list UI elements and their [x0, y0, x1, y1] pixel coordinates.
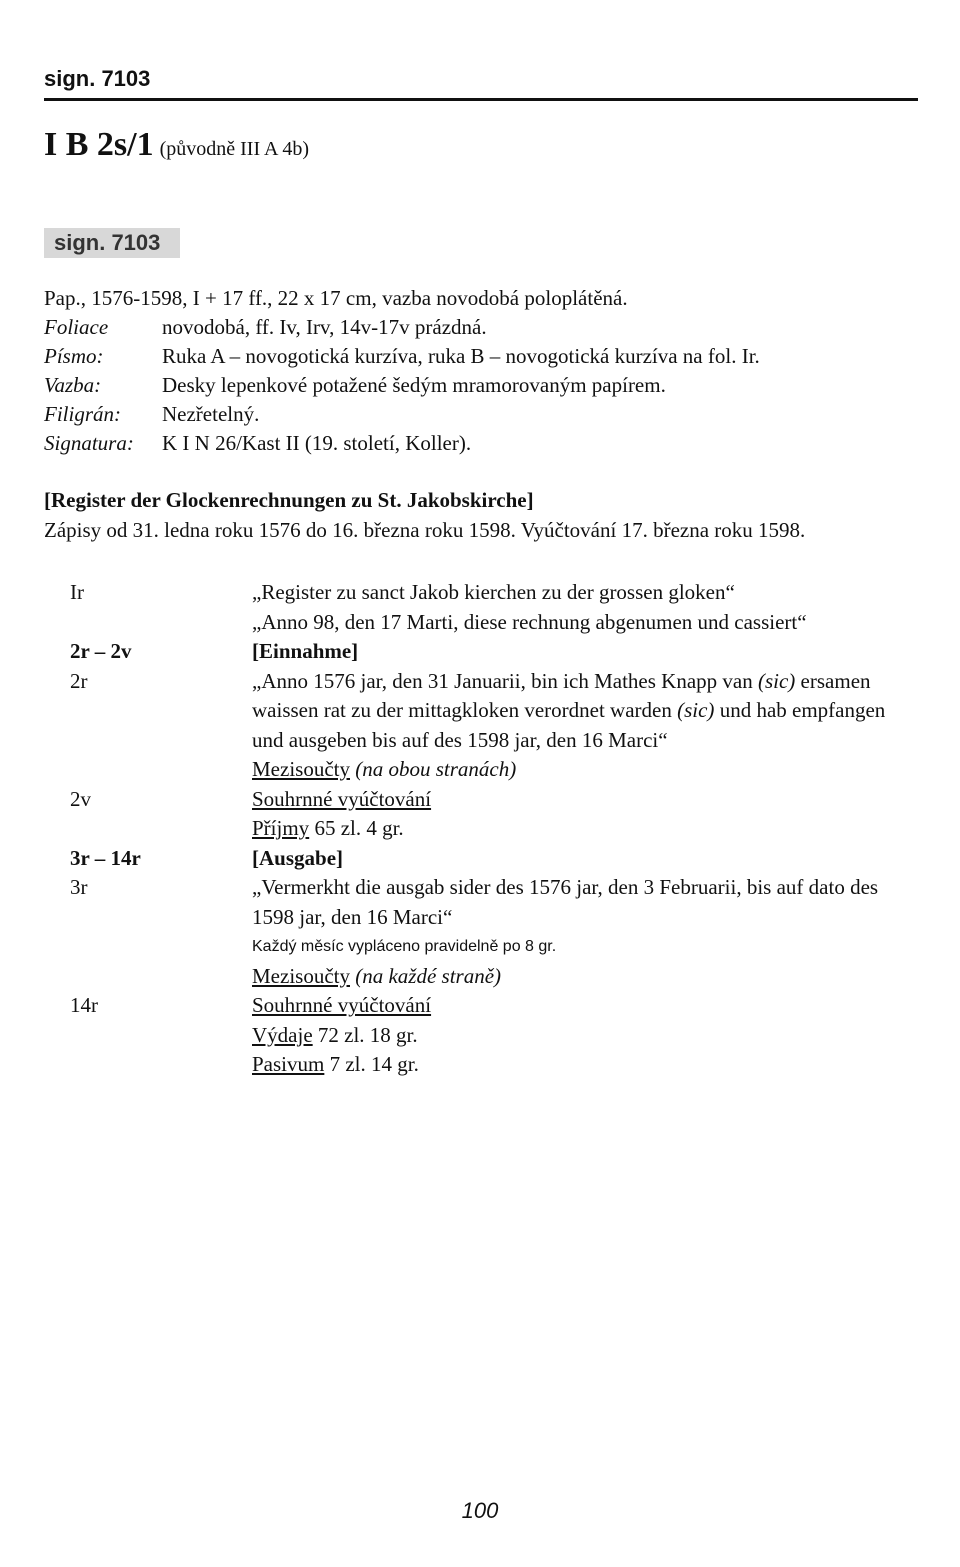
summary-heading: Souhrnné vyúčtování: [252, 786, 432, 811]
register-summary: Zápisy od 31. ledna roku 1576 do 16. března roku 1598. Vyúčtování 17. března roku 1598.: [44, 518, 806, 542]
income-line: Příjmy 65 zl. 4 gr.: [252, 816, 404, 840]
content-row: [70, 873, 930, 991]
content-row: [70, 785, 930, 844]
page-number: 100: [461, 1498, 499, 1523]
section-heading: [Einnahme]: [252, 639, 359, 663]
folio-label: 2r – 2v: [70, 639, 132, 663]
content-row: [70, 844, 930, 874]
register-title: [Register der Glockenrechnungen zu St. Jakobskirche]: [44, 488, 534, 512]
subtotal-line: Mezisoučty (na obou stranách): [252, 757, 517, 781]
summary-heading: Souhrnné vyúčtování: [252, 993, 432, 1017]
header-rule: [44, 98, 918, 101]
liability-line: Pasivum 7 zl. 14 gr.: [252, 1052, 419, 1076]
content-row: [70, 637, 930, 667]
header-signature: sign. 7103: [44, 66, 151, 91]
description-field: Vazba: Desky lepenkové potažené šedým mramorovaným papírem.: [44, 373, 666, 397]
description-field: Písmo: Ruka A – novogotická kurzíva, ruka B – novogotická kurzíva na fol. Ir.: [44, 344, 760, 368]
content-table: [70, 578, 930, 1080]
entry-text: „Anno 1576 jar, den 31 Januarii, bin ich Mathes Knapp van (sic) ersamen waissen rat zu der mittagkloken verordnet warden (sic) und hab empfangen und ausgeben bis auf des 1598 jar, den 16 Marci“: [252, 668, 886, 752]
description-field: Signatura: K I N 26/Kast II (19. století, Koller).: [44, 431, 472, 455]
entry-text: „Register zu sanct Jakob kierchen zu der grossen gloken“: [252, 580, 735, 604]
subtotal-line: Mezisoučty (na každé straně): [252, 963, 502, 988]
folio-label: 3r – 14r: [70, 845, 141, 870]
shelf-mark-original: (původně III A 4b): [159, 138, 310, 160]
folio-label: Ir: [70, 580, 84, 604]
description-field: Foliace novodobá, ff. Iv, Irv, 14v-17v prázdná.: [44, 315, 487, 339]
section-heading: [Ausgabe]: [252, 845, 344, 870]
folio-label: 2v: [70, 786, 91, 811]
signature-stamp: sign. 7103: [44, 228, 180, 258]
description-field: Filigrán: Nezřetelný.: [44, 402, 260, 426]
content-row: [70, 991, 930, 1080]
description-physical: Pap., 1576-1598, I + 17 ff., 22 x 17 cm, vazba novodobá poloplátěná.: [44, 286, 628, 310]
entry-text: „Anno 98, den 17 Marti, diese rechnung abgenumen und cassiert“: [252, 609, 807, 634]
folio-label: 2r: [70, 668, 88, 693]
expense-line: Výdaje 72 zl. 18 gr.: [252, 1022, 418, 1047]
folio-label: 14r: [70, 993, 98, 1017]
physical-description: [44, 284, 924, 458]
shelf-mark-main: I B 2s/1: [44, 126, 154, 163]
content-row: [70, 578, 930, 637]
folio-label: 3r: [70, 875, 88, 899]
content-row: [70, 667, 930, 785]
shelf-mark: [44, 126, 309, 164]
entry-note: Každý měsíc vypláceno pravidelně po 8 gr.: [252, 938, 557, 955]
entry-text: „Vermerkht die ausgab sider des 1576 jar, den 3 Februarii, bis auf dato des 1598 jar, den 16 Marci“: [252, 875, 879, 929]
